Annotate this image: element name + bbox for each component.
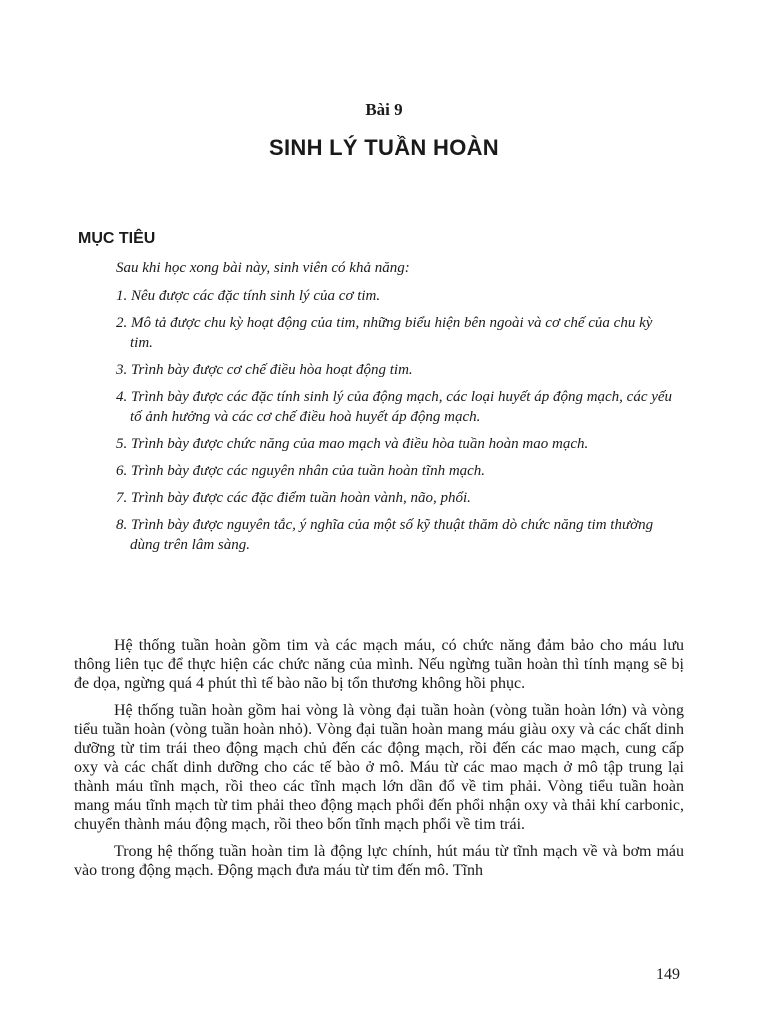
objective-item: 8. Trình bày được nguyên tắc, ý nghĩa của một số kỹ thuật thăm dò chức năng tim thường dùng trên lâm sàng. bbox=[116, 517, 654, 553]
lesson-number: Bài 9 bbox=[365, 100, 403, 119]
page-title: SINH LÝ TUẦN HOÀN bbox=[269, 135, 499, 160]
objectives-heading: MỤC TIÊU bbox=[78, 230, 156, 247]
body-paragraph: Hệ thống tuần hoàn gồm tim và các mạch máu, có chức năng đảm bảo cho máu lưu thông liên tục để thực hiện các chức năng của mình. Nếu ngừng tuần hoàn thì tính mạng sẽ bị đe dọa, ngừng quá 4 phút thì tế bào não bị tổn thương không hồi phục. bbox=[74, 637, 684, 692]
page-number: 149 bbox=[656, 966, 680, 983]
objectives-intro: Sau khi học xong bài này, sinh viên có khả năng: bbox=[116, 260, 410, 276]
objective-item: 5. Trình bày được chức năng của mao mạch và điều hòa tuần hoàn mao mạch. bbox=[116, 436, 589, 452]
body-paragraph: Trong hệ thống tuần hoàn tim là động lực chính, hút máu từ tĩnh mạch về và bơm máu vào trong động mạch. Động mạch đưa máu từ tim đến mô. Tĩnh bbox=[74, 843, 684, 879]
objective-item: 6. Trình bày được các nguyên nhân của tuần hoàn tĩnh mạch. bbox=[116, 463, 486, 479]
objective-item: 1. Nêu được các đặc tính sinh lý của cơ tim. bbox=[116, 288, 381, 304]
objective-item: 4. Trình bày được các đặc tính sinh lý của động mạch, các loại huyết áp động mạch, các yếu tố ảnh hưởng và các cơ chế điều hoà huyết áp động mạch. bbox=[116, 389, 673, 425]
body-paragraph: Hệ thống tuần hoàn gồm hai vòng là vòng đại tuần hoàn (vòng tuần hoàn lớn) và vòng tiểu tuần hoàn (vòng tuần hoàn nhỏ). Vòng đại tuần hoàn mang máu giàu oxy và các chất dinh dưỡng từ tim trái theo động mạch chủ đến các động mạch, rồi đến các mao mạch, cung cấp oxy và các chất dinh dưỡng cho các tế bào ở mô. Máu từ các mao mạch ở mô tập trung lại thành máu tĩnh mạch, rồi theo các tĩnh mạch lớn dần đổ về tim phải. Vòng tiểu tuần hoàn mang máu tĩnh mạch từ tim phải theo động mạch phổi đến phổi nhận oxy và thải khí carbonic, chuyển thành máu động mạch, rồi theo bốn tĩnh mạch phổi về tim trái. bbox=[74, 702, 684, 833]
objectives-list bbox=[116, 286, 676, 562]
body-text bbox=[74, 636, 684, 888]
objective-item: 2. Mô tả được chu kỳ hoạt động của tim, những biểu hiện bên ngoài và cơ chế của chu kỳ tim. bbox=[116, 315, 653, 351]
objective-item: 3. Trình bày được cơ chế điều hòa hoạt động tim. bbox=[116, 362, 413, 378]
objective-item: 7. Trình bày được các đặc điểm tuần hoàn vành, não, phổi. bbox=[116, 490, 471, 506]
